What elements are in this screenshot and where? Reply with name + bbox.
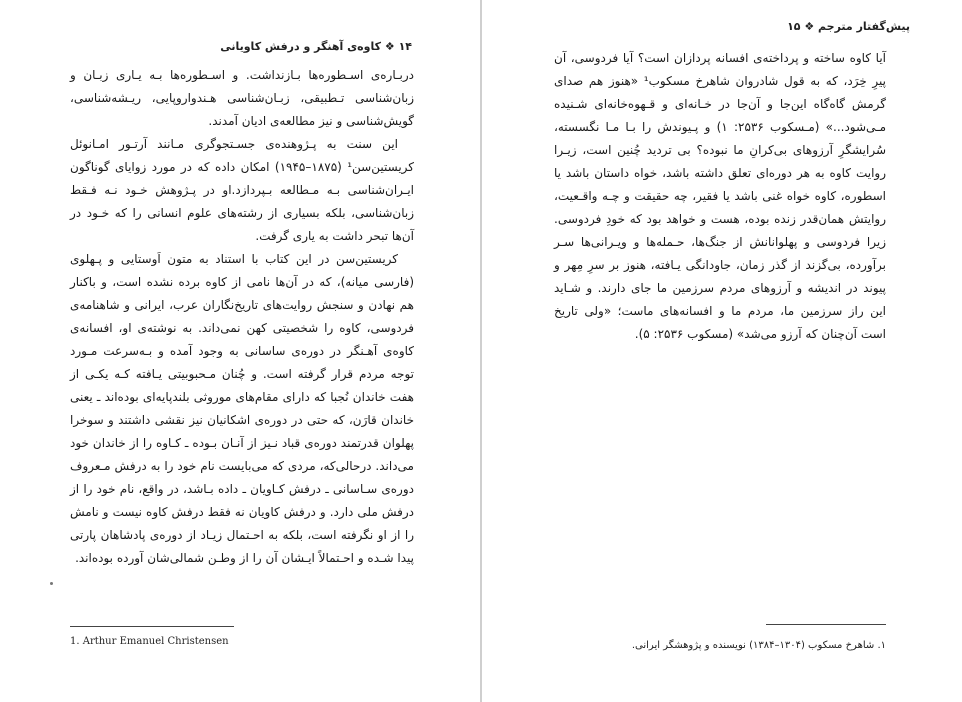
left-running-head: ۱۴ ❖ کاوه‌ی آهنگر و درفش کاویانی bbox=[220, 40, 412, 53]
left-paragraph-1: دربـاره‌ی اسـطوره‌ها بـازنداشت. و اسـطوره‌ها بـه یـاری زبـان و زبان‌شناسی تـطبیقی، زبـان‌شناسی هـندواروپایی، ریـشه‌شناسی، گویش‌شناسی و نیز مطالعه‌ی ادیان آمدند. bbox=[70, 68, 414, 128]
left-footnote: 1. Arthur Emanuel Christensen bbox=[70, 636, 229, 647]
left-footnote-rule bbox=[70, 626, 234, 627]
right-paragraph-1: آیا کاوه ساخته و پرداخته‌ی افسانه پردازان است؟ آیا فردوسی، آن پیرِ خِرَد، که به قول شادروان شاهرخ مسکوب¹ «هنوز هم صدای گرمش گاه‌گاه این‌جا و آن‌جا در خـانه‌ای و قـهوه‌خانه‌ای شـنیده مـی‌شود...» (مـسکوب ۲۵۳۶: ۱) و پـیوندش را بـا مـا نگسسته، سُرایشگرِ آرزوهای بی‌کرانِ ما نبوده؟ بی تردید چُنین است، زیـرا روایت کاوه به هر دوره‌ای تعلق داشته باشد، خواه داستان باشد یا اسطوره، کاوه خواه غنی باشد یا فقیر، چه حقیقت و چـه واقـعیت، روایتش همان‌قدر زنده بوده، هست و خواهد بود که خودِ فردوسی. زیرا فردوسی و پهلوانانش از جنگ‌ها، حـمله‌ها و ویـرانی‌ها سـر برآورده، بی‌گزند از گذر زمان، جاودانگی یـافته، هنوز بر سرِ مِهر و پیوند در اندیشه و آرزوهای مردم سرزمین ما جای دارند. و شـاید این راز سرزمین ما، مردم ما و افسانه‌های ماست؛ «ولی تاریخ است آن‌چنان که آرزو می‌شد» (مسکوب ۲۵۳۶: ۵). bbox=[554, 51, 886, 341]
left-page bbox=[0, 0, 480, 702]
right-footnote-rule bbox=[766, 624, 886, 625]
stray-mark bbox=[50, 582, 53, 585]
right-running-head: پیش‌گفتار مترجم ❖ ۱۵ bbox=[787, 20, 910, 33]
left-paragraph-3: کریستین‌سن در این کتاب با استناد به متون اَوستایی و پـهلوی (فارسی میانه)، که در آن‌ها نامی از کاوه برده نشده است، و باکنار هم نهادن و سنجش روایت‌های تاریخ‌نگاران عرب، ایرانی و شاهنامه‌ی فردوسی، کاوه را شخصیتی کهن نمی‌داند. به نوشته‌ی او، افسانه‌ی کاوه‌ی آهـنگر در دوره‌ی ساسانی به وجود آمده و بـه‌سرعت مـورد توجه مردم قرار گرفته است. و چُنان مـحبوبیتی یـافته کـه یکـی از هفت خاندان نُجبا که دارای مقام‌های موروثی بلندپایه‌ای بوده‌اند ـ یعنی خاندان قارَن، که حتی در دوره‌ی اشکانیان نیز نقشی داشتند و سوخرا پهلوان قدرتمند دوره‌ی قباد نـیز از آنـان بـوده ـ کـاوه را از خاندان خود می‌داند. درحالی‌که، مردی که می‌بایست نام خود را به درفش مـعروف دوره‌ی سـاسانی ـ درفش کـاویان ـ داده بـاشد، در واقع، نام خود را از درفش ملی دارد. و درفش کاویان نه فقط درفش کاوه نیست و نامش را از او نگرفته است، بلکه به احـتمال زیـاد از دوره‌ی پادشاهان پارتی پیدا شـده و احـتمالاً ایـشان آن را از وطـن شمالی‌شان آورده بوده‌اند. bbox=[70, 252, 414, 565]
right-body-text bbox=[554, 47, 886, 346]
right-footnote: ۱. شاهرخ مسکوب (۱۳۰۴–۱۳۸۴) نویسنده و پژوهشگر ایرانی. bbox=[631, 640, 886, 651]
left-body-text bbox=[70, 64, 414, 570]
left-paragraph-2: این سنت به پـژوهنده‌ی جسـتجوگری مـانند آرتـور امـانوئل کریستین‌سن¹ (۱۸۷۵–۱۹۴۵) امکان داده که در مورد زوایای گوناگون ایـران‌شناسی بـه مـطالعه بـپردازد.او در پـژوهش خـود نـه فـقط زبان‌شناسی، بلکه بسیاری از رشته‌های علوم انسانی را که خـود در آن‌ها تبحر داشت به یاری گرفت. bbox=[70, 137, 414, 243]
right-page bbox=[482, 0, 962, 702]
